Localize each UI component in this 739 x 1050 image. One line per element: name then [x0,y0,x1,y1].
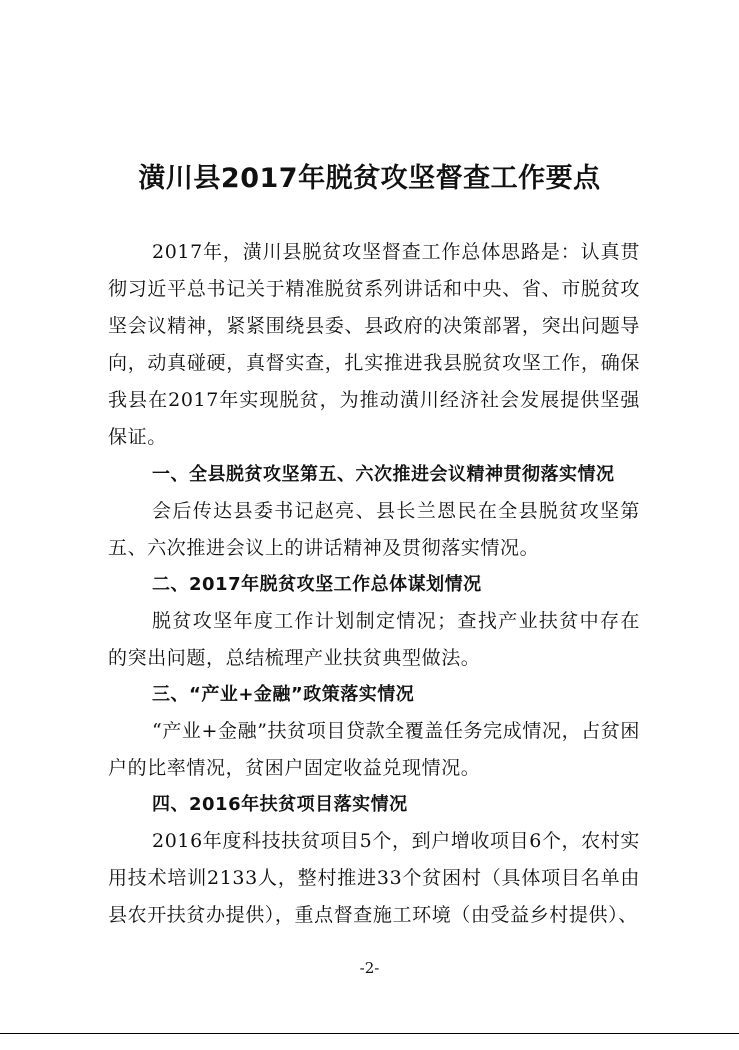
section-body-3: “产业+金融”扶贫项目贷款全覆盖任务完成情况，占贫困户的比率情况，贫困户固定收益兑现情况。 [108,720,640,779]
section-heading-1: 一、全县脱贫攻坚第五、六次推进会议精神贯彻落实情况 [152,464,615,485]
section-body-1: 会后传达县委书记赵亮、县长兰恩民在全县脱贫攻坚第五、六次推进会议上的讲话精神及贯彻落实情况。 [108,500,640,559]
section-body-4: 2016年度科技扶贫项目5个，到户增收项目6个，农村实用技术培训2133人，整村推进33个贫困村（具体项目名单由县农开扶贫办提供），重点督查施工环境（由受益乡村提供）、 [108,830,640,926]
section-heading-4: 四、2016年扶贫项目落实情况 [152,794,408,815]
section-body-2: 脱贫攻坚年度工作计划制定情况；查找产业扶贫中存在的突出问题，总结梳理产业扶贫典型做法。 [108,610,640,669]
section-heading-2: 二、2017年脱贫攻坚工作总体谋划情况 [152,574,482,595]
document-title: 潢川县2017年脱贫攻坚督查工作要点 [138,163,601,194]
intro-paragraph: 2017年，潢川县脱贫攻坚督查工作总体思路是：认真贯彻习近平总书记关于精准脱贫系列讲话和中央、省、市脱贫攻坚会议精神，紧紧围绕县委、县政府的决策部署，突出问题导向，动真碰硬，真督实查，扎实推进我县脱贫攻坚工作，确保我县在2017年实现脱贫，为推动潢川经济社会发展提供坚强保证。 [108,241,640,448]
bottom-divider [0,1033,739,1034]
section-heading-3: 三、“产业+金融”政策落实情况 [152,684,415,705]
page-number: -2- [359,959,380,977]
